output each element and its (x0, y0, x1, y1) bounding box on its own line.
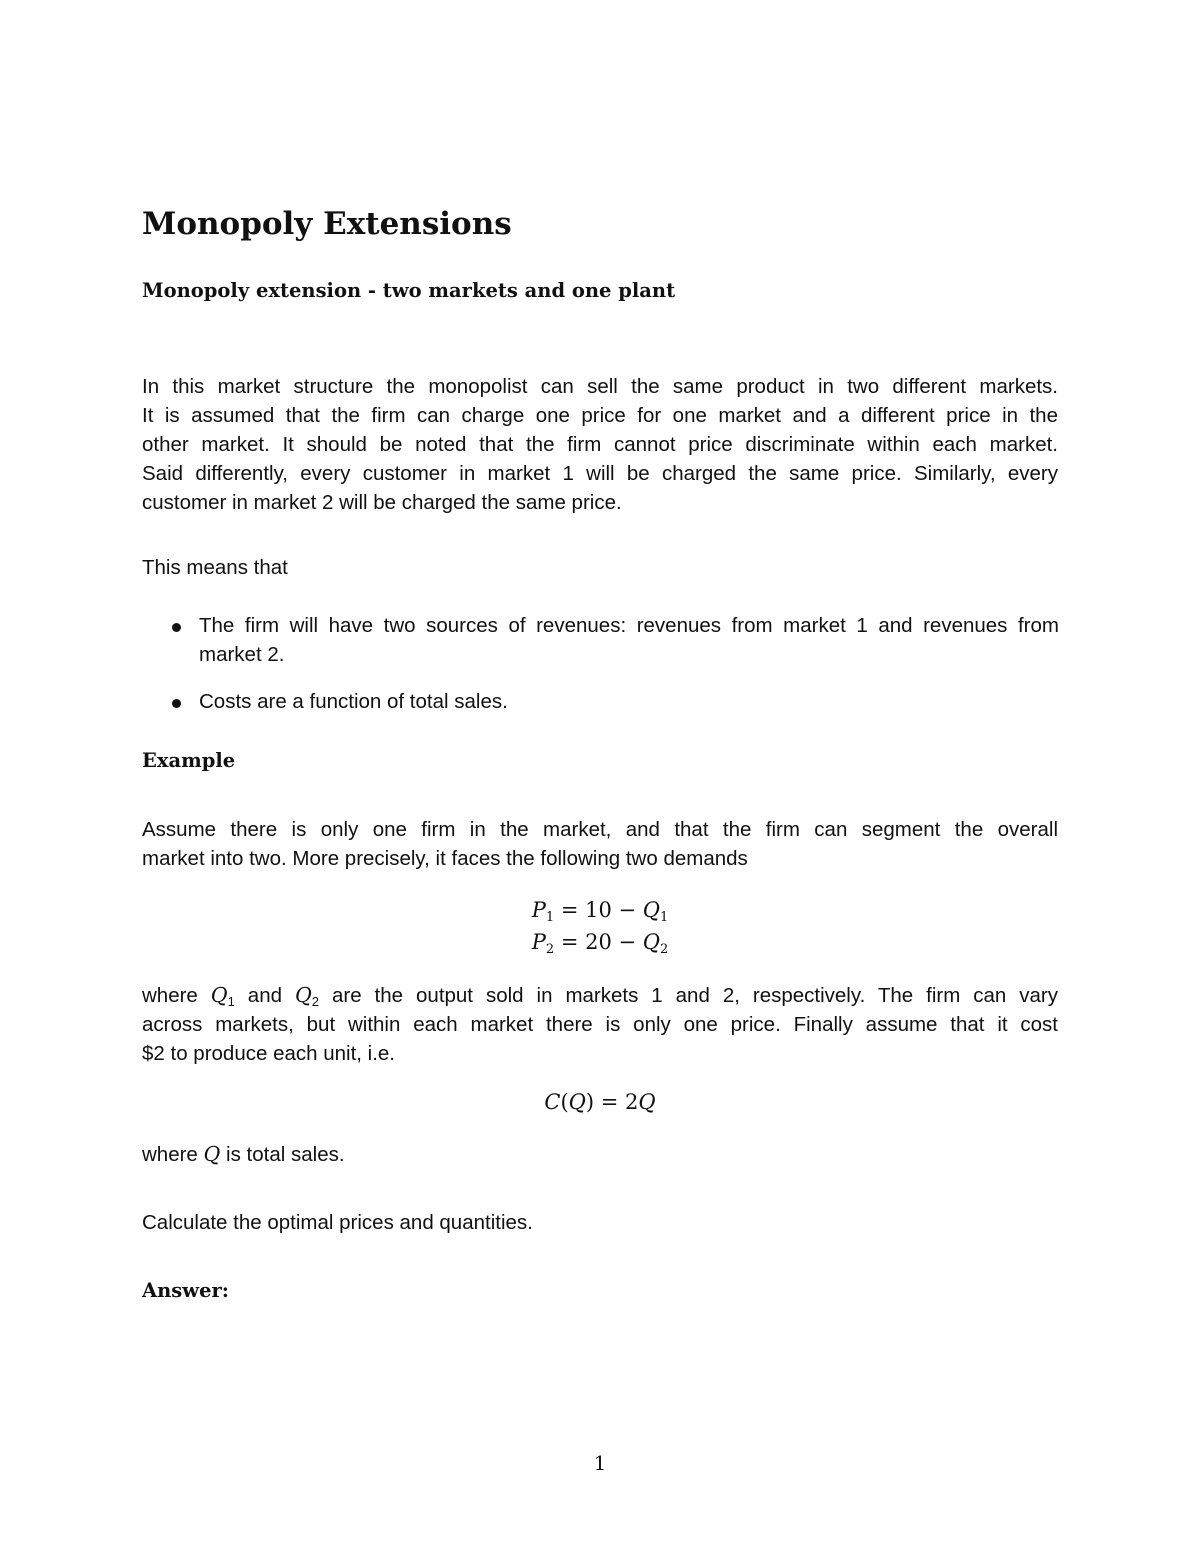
intro-line: In this market structure the monopolist can sell the same product in two different markets. (142, 375, 1058, 398)
intro-line: It is assumed that the firm can charge one price for one market and a different price in the (142, 404, 1058, 427)
where-paragraph (142, 981, 1058, 1068)
intro-line: other market. It should be noted that the firm cannot price discriminate within each market. (142, 433, 1058, 456)
section-subtitle: Monopoly extension - two markets and one plant (142, 279, 676, 302)
task-line: Calculate the optimal prices and quantities. (142, 1211, 533, 1234)
document-title: Monopoly Extensions (142, 206, 512, 242)
example-line: market into two. More precisely, it faces the following two demands (142, 847, 748, 870)
bullet-icon (172, 699, 181, 708)
intro-paragraph (142, 372, 1058, 517)
where-line: $2 to produce each unit, i.e. (142, 1042, 396, 1065)
where-q-line: where Q is total sales. (142, 1142, 345, 1166)
example-line: Assume there is only one firm in the market, and that the firm can segment the overall (142, 818, 1058, 841)
bullet-line: The firm will have two sources of revenues: revenues from market 1 and revenues from (199, 614, 1059, 637)
page-number: 1 (593, 1451, 607, 1475)
answer-heading: Answer: (142, 1279, 229, 1302)
example-heading: Example (142, 749, 236, 772)
means-intro: This means that (142, 556, 288, 579)
where-line: where $Q_1$ and $Q_2$ are the output sold in markets 1 and 2, respectively. The firm can vary (142, 983, 1058, 1009)
demand-equation-2: $P_2 = 20 - Q_2$ (531, 930, 669, 957)
bullet-line: Costs are a function of total sales. (199, 690, 508, 713)
bullet-item (199, 687, 1059, 716)
intro-line: Said differently, every customer in market 1 will be charged the same price. Similarly, every (142, 462, 1058, 485)
bullet-line: market 2. (199, 643, 285, 666)
example-paragraph (142, 815, 1058, 873)
intro-line: customer in market 2 will be charged the same price. (142, 491, 622, 514)
demand-equation-1: $P_1 = 10 - Q_1$ (531, 898, 669, 925)
where-line: across markets, but within each market there is only one price. Finally assume that it cost (142, 1013, 1058, 1036)
cost-equation: C(Q) = 2Q (544, 1090, 656, 1114)
bullet-icon (172, 623, 181, 632)
bullet-item (199, 611, 1059, 669)
